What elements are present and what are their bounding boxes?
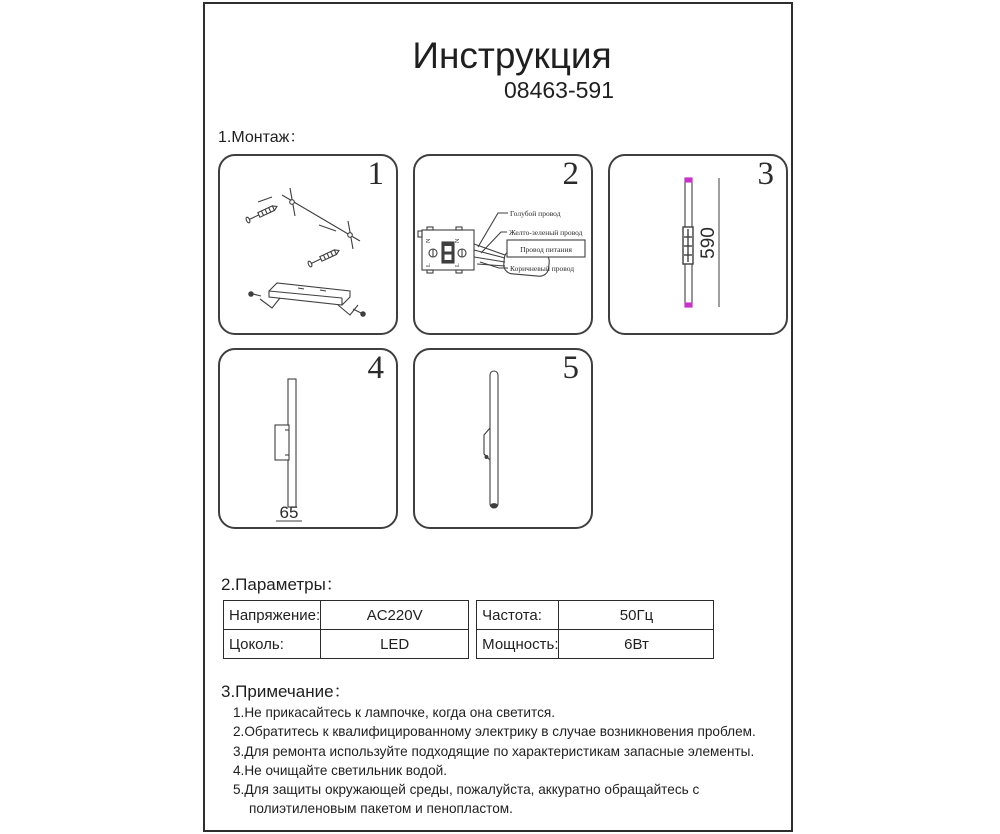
param-value: LED — [321, 630, 469, 659]
wall-anchor-screw-icon — [307, 248, 340, 268]
blue-wire-label: Голубой провод — [510, 209, 561, 218]
lamp-bar-icon — [490, 371, 498, 508]
diagram-5-mounted-lamp — [413, 348, 593, 529]
mounting-bracket-icon — [249, 283, 365, 316]
terminal-n-mark: N — [426, 238, 432, 243]
mounted-lamp-drawing — [415, 350, 587, 523]
param-key: Напряжение: — [224, 601, 321, 630]
terminal-l-mark: L — [426, 263, 432, 267]
diagram-number: 5 — [562, 350, 579, 386]
diagram-1-mounting-bracket — [218, 154, 398, 335]
wall-bracket-icon — [683, 227, 693, 264]
note-item: 2.Обратитесь к квалифицированному электрику в случае возникновения проблем. — [233, 724, 756, 740]
bracket-install-drawing — [220, 156, 392, 329]
section-heading-montage: 1.Монтаж： — [218, 129, 306, 146]
page-title: Инструкция — [412, 35, 612, 76]
param-key: Частота: — [477, 601, 559, 630]
diagram-number: 3 — [757, 156, 774, 192]
terminal-n-mark: N — [455, 238, 461, 243]
diagram-4-lamp-depth — [218, 348, 398, 529]
param-value: 50Гц — [559, 601, 714, 630]
length-dimension: 590 — [698, 227, 719, 259]
note-item: 1.Не прикасайтесь к лампочке, когда она светится. — [233, 705, 556, 720]
diagram-number: 1 — [367, 156, 384, 192]
section-heading-notes: 3.Примечание： — [221, 682, 351, 701]
diagram-number: 4 — [367, 350, 384, 386]
param-value: AC220V — [321, 601, 469, 630]
param-value: 6Вт — [559, 630, 714, 659]
parameters-table-right — [476, 600, 714, 659]
page-border — [203, 2, 793, 832]
note-item: 5.Для защиты окружающей среды, пожалуйста, аккуратно обращайтесь с полиэтиленовым пакетом и пенопластом. — [233, 782, 700, 817]
model-number: 08463-591 — [504, 77, 614, 103]
notes-list — [233, 703, 785, 819]
diagram-3-lamp-length — [608, 154, 788, 335]
wall-anchor-screw-icon — [245, 204, 278, 224]
power-cord-label: Провод питания — [520, 245, 572, 254]
parameters-table-group — [223, 600, 714, 659]
lamp-front-drawing — [610, 156, 782, 329]
depth-dimension: 65 — [279, 503, 299, 522]
note-item: 4.Не очищайте светильник водой. — [233, 762, 448, 778]
wiring-drawing — [415, 156, 587, 329]
diagram-2-wiring — [413, 154, 593, 335]
section-heading-params: 2.Параметры： — [221, 575, 343, 594]
note-item: 3.Для ремонта используйте подходящие по характеристикам запасные элементы. — [233, 743, 755, 759]
diagram-number: 2 — [562, 156, 579, 192]
param-key: Мощность: — [477, 630, 559, 659]
yellow-green-wire-label: Желто-зеленый провод — [509, 228, 583, 237]
parameters-table-left — [223, 600, 469, 659]
brown-wire-label: Коричневый провод — [510, 264, 575, 273]
param-key: Цоколь: — [224, 630, 321, 659]
terminal-l-mark: L — [455, 263, 461, 267]
lamp-side-drawing — [220, 350, 392, 523]
